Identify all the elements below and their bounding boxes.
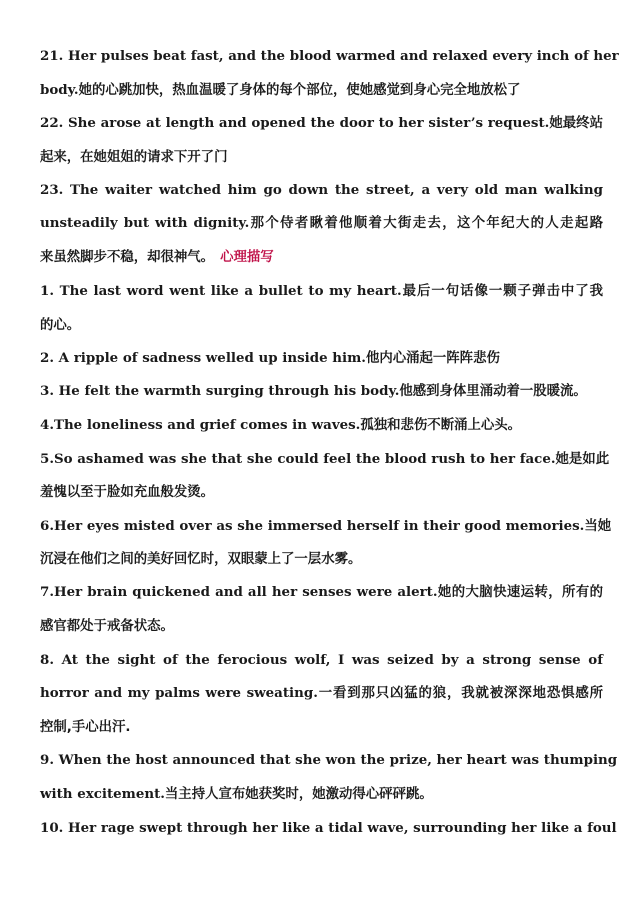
phrase-6-line-1: 6.Her eyes misted over as she immersed herself in their good memories.当她 <box>40 518 612 534</box>
phrase-8-line-2: horror and my palms were sweating.一看到那只凶猛的狼，我就被深深地恐惧感所 <box>40 685 603 701</box>
sentence-22-line-1: 22. She arose at length and opened the door to her sister’s request.她最终站 <box>40 115 603 131</box>
section-heading: 心理描写 <box>220 250 274 265</box>
phrase-5-line-1: 5.So ashamed was she that she could feel the blood rush to her face.她是如此 <box>40 451 610 467</box>
sentence-23-line-3: 来虽然脚步不稳，却很神气。 心理描写 <box>40 250 274 265</box>
sentence-23-line-2: unsteadily but with dignity.那个侍者瞅着他顺着大街走去，这个年纪大的人走起路 <box>40 215 603 231</box>
phrase-7-line-1: 7.Her brain quickened and all her senses were alert.她的大脑快速运转，所有的 <box>40 584 604 600</box>
phrase-3: 3. He felt the warmth surging through his body.他感到身体里涌动着一股暖流。 <box>40 383 587 399</box>
phrase-9-line-2: with excitement.当主持人宣布她获奖时，她激动得心砰砰跳。 <box>40 786 433 802</box>
sentence-22-line-2: 起来，在她姐姐的请求下开了门 <box>40 150 228 165</box>
phrase-2: 2. A ripple of sadness welled up inside him.他内心涌起一阵阵悲伤 <box>40 350 500 366</box>
sentence-23-line-1: 23. The waiter watched him go down the street, a very old man walking <box>40 182 603 198</box>
phrase-7-line-2: 感官都处于戒备状态。 <box>40 619 174 634</box>
phrase-8-line-3: 控制,手心出汗. <box>40 720 131 735</box>
phrase-4: 4.The loneliness and grief comes in waves.孤独和悲伤不断涌上心头。 <box>40 417 522 433</box>
sentence-21-line-1: 21. Her pulses beat fast, and the blood warmed and relaxed every inch of her <box>40 48 619 64</box>
sentence-21-line-2: body.她的心跳加快，热血温暖了身体的每个部位，使她感觉到身心完全地放松了 <box>40 82 521 98</box>
phrase-8-line-1: 8. At the sight of the ferocious wolf, I was seized by a strong sense of <box>40 652 603 668</box>
phrase-1-line-2: 的心。 <box>40 318 81 333</box>
phrase-1-line-1: 1. The last word went like a bullet to my heart.最后一句话像一颗子弹击中了我 <box>40 283 603 299</box>
phrase-6-line-2: 沉浸在他们之间的美好回忆时，双眼蒙上了一层水雾。 <box>40 552 362 567</box>
phrase-9-line-1: 9. When the host announced that she won the prize, her heart was thumping <box>40 752 618 768</box>
phrase-10-line-1: 10. Her rage swept through her like a tidal wave, surrounding her like a foul <box>40 820 617 836</box>
phrase-5-line-2: 羞愧以至于脸如充血般发烫。 <box>40 485 215 500</box>
